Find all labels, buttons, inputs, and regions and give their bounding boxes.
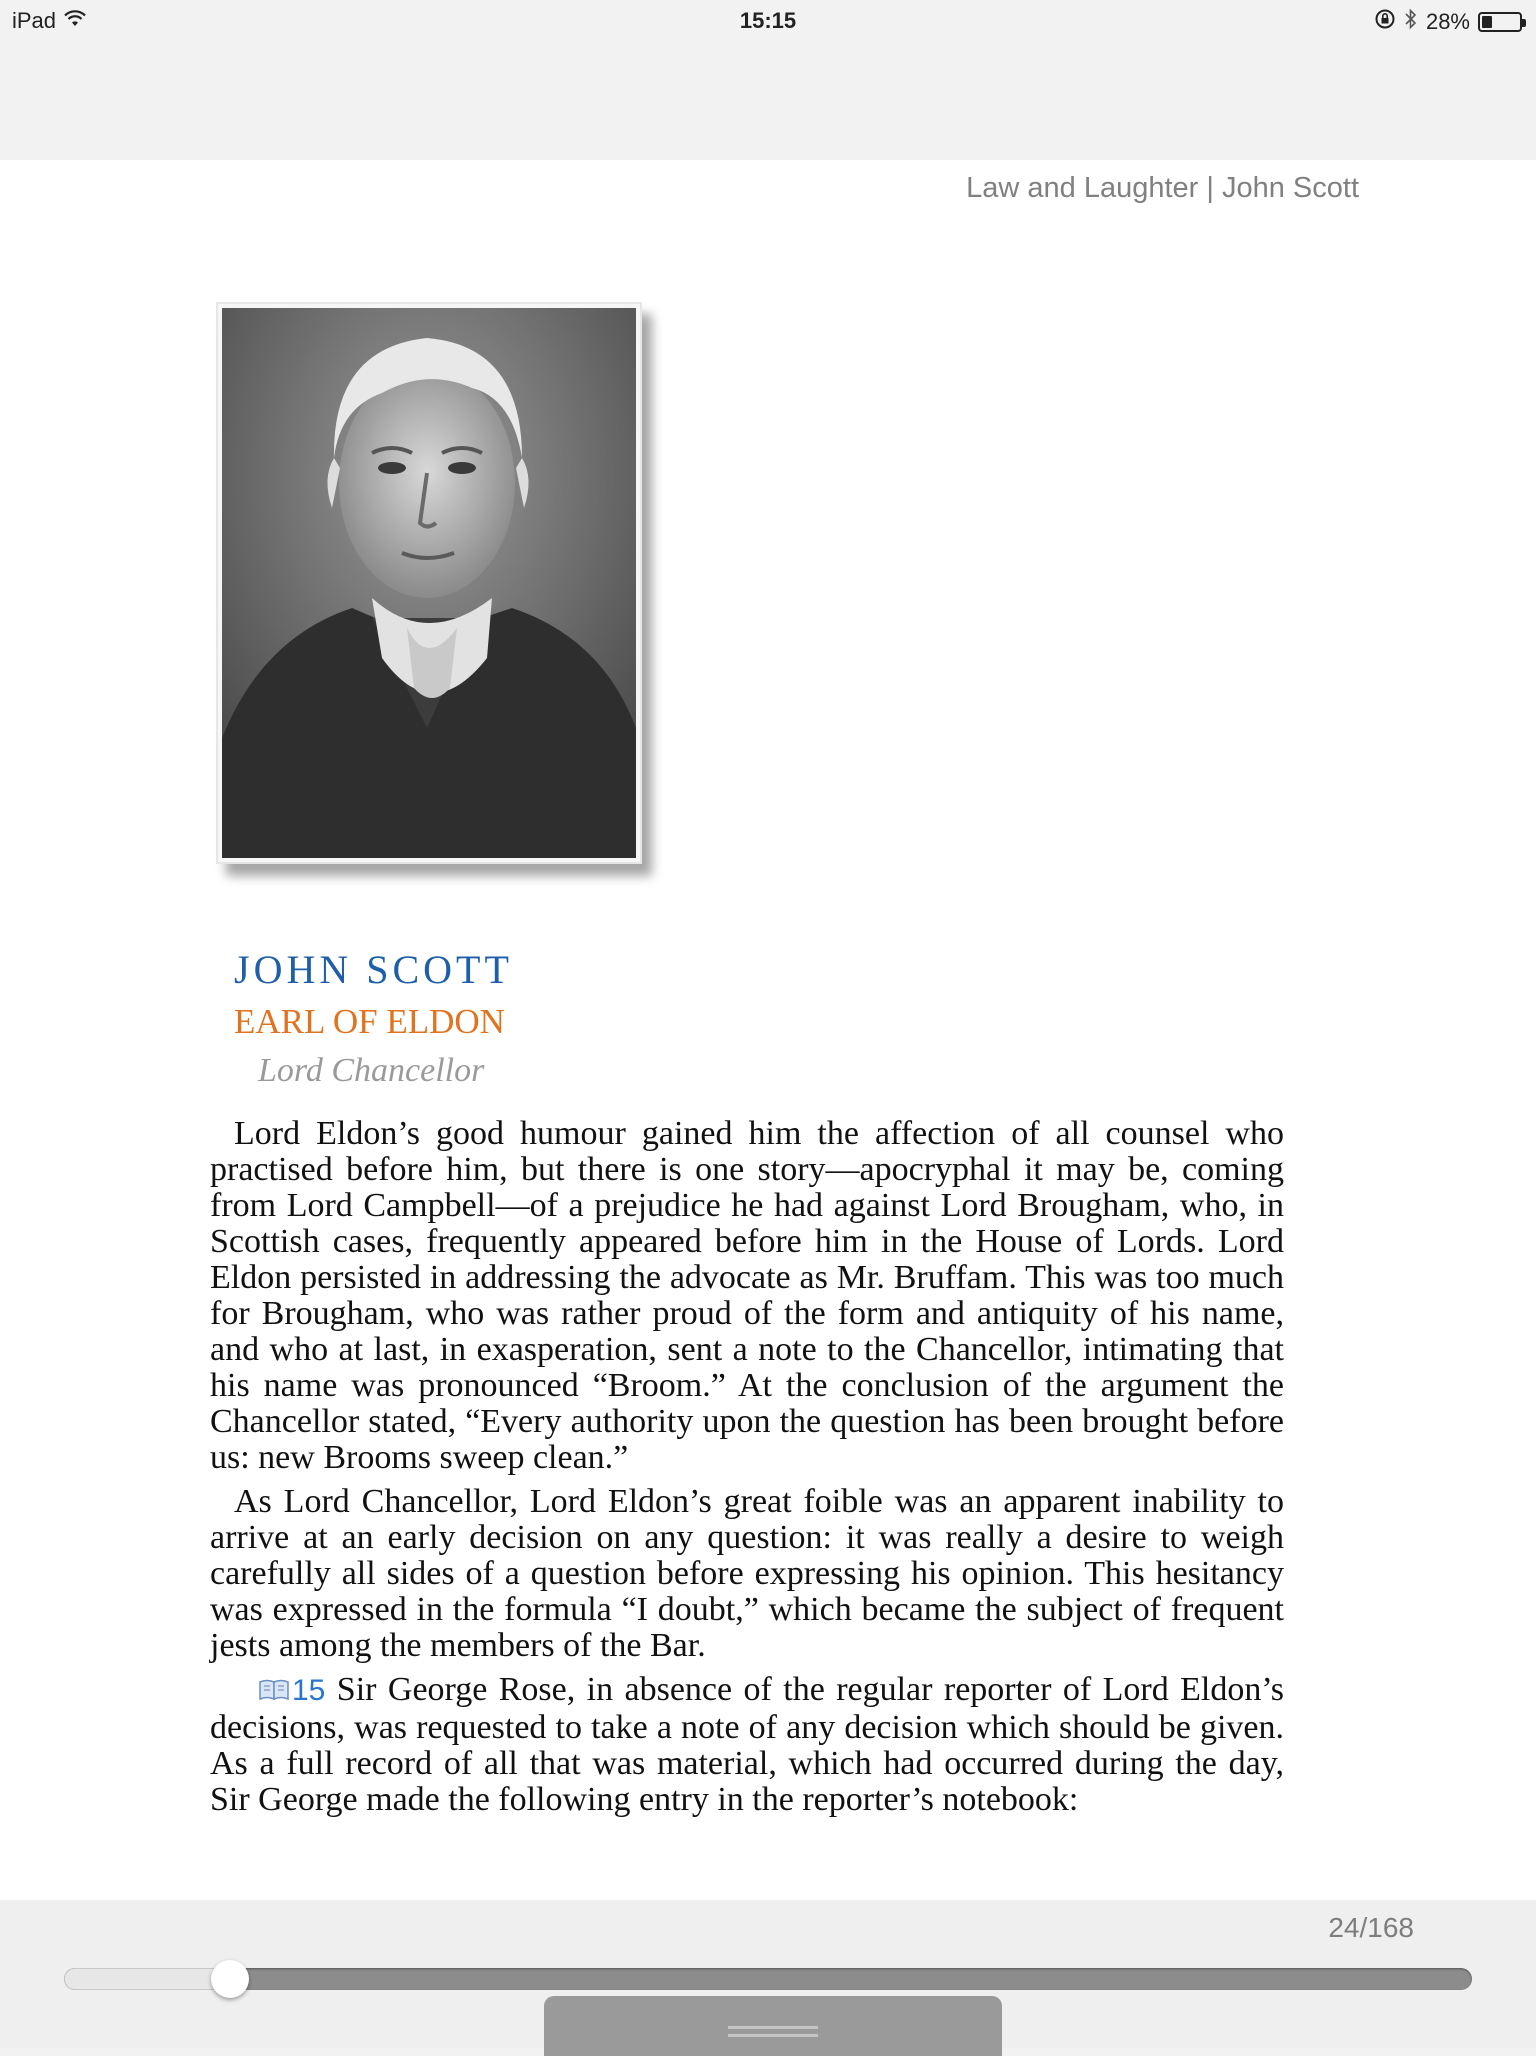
running-header: Law and Laughter | John Scott — [966, 172, 1359, 204]
chapter-role: Lord Chancellor — [258, 1052, 485, 1089]
battery-icon — [1478, 12, 1522, 32]
battery-fill — [1482, 16, 1492, 28]
grip-line — [728, 2034, 818, 2037]
paragraph-3 — [210, 1672, 1284, 1818]
portrait-frame — [216, 302, 642, 864]
scrubber-progress — [64, 1968, 230, 1990]
page-scrubber[interactable] — [64, 1968, 1472, 1990]
drawer-handle[interactable] — [544, 1996, 1002, 2056]
portrait-image — [222, 308, 636, 858]
status-bar — [0, 0, 1536, 42]
chapter-subtitle: EARL OF ELDON — [234, 1002, 505, 1041]
portrait-illustration — [222, 308, 636, 858]
chapter-title: JOHN SCOTT — [234, 947, 513, 992]
device-label: iPad — [12, 8, 57, 33]
reference-link[interactable]: 15 — [292, 1674, 326, 1707]
clock: 15:15 — [739, 8, 797, 33]
paragraph-2: As Lord Chancellor, Lord Eldon’s great foible was an apparent inability to arrive at an early decision on any question: it was really a desire to weigh carefully all sides of a question before expressing his opinion. This hesitancy was expressed in the formula “I doubt,” which became the subject of frequent jests among the members of the Bar. — [210, 1483, 1284, 1664]
grip-line — [728, 2026, 818, 2029]
battery-percent: 28% — [1425, 9, 1470, 34]
book-page[interactable] — [0, 160, 1536, 1900]
scrubber-thumb[interactable] — [211, 1960, 249, 1998]
orientation-lock-icon — [1374, 8, 1396, 36]
battery-nub — [1522, 19, 1526, 27]
open-book-icon[interactable] — [234, 1674, 290, 1710]
paragraph-3-text: Sir George Rose, in absence of the regular reporter of Lord Eldon’s decisions, was requested to take a note of any decision which should be given. As a full record of all that was material, which had occurred during the day, Sir George made the following entry in the reporter’s notebook: — [210, 1671, 1285, 1818]
body-text — [210, 1116, 1284, 1826]
bluetooth-icon — [1404, 8, 1418, 36]
page-count: 24/168 — [1328, 1912, 1414, 1943]
paragraph-1: Lord Eldon’s good humour gained him the affection of all counsel who practised before him, but there is one story—apocryphal it may be, coming from Lord Campbell—of a prejudice he had against Lord Brougham, who, in Scottish cases, frequently appeared before him in the House of Lords. Lord Eldon persisted in addressing the advocate as Mr. Bruffam. This was too much for Brougham, who was rather proud of the form and antiquity of his name, and who at last, in exasperation, sent a note to the Chancellor, intimating that his name was pronounced “Broom.” At the conclusion of the argument the Chancellor stated, “Every authority upon the question has been brought before us: new Brooms sweep clean.” — [210, 1115, 1284, 1476]
bottom-bar — [0, 1900, 1536, 2048]
